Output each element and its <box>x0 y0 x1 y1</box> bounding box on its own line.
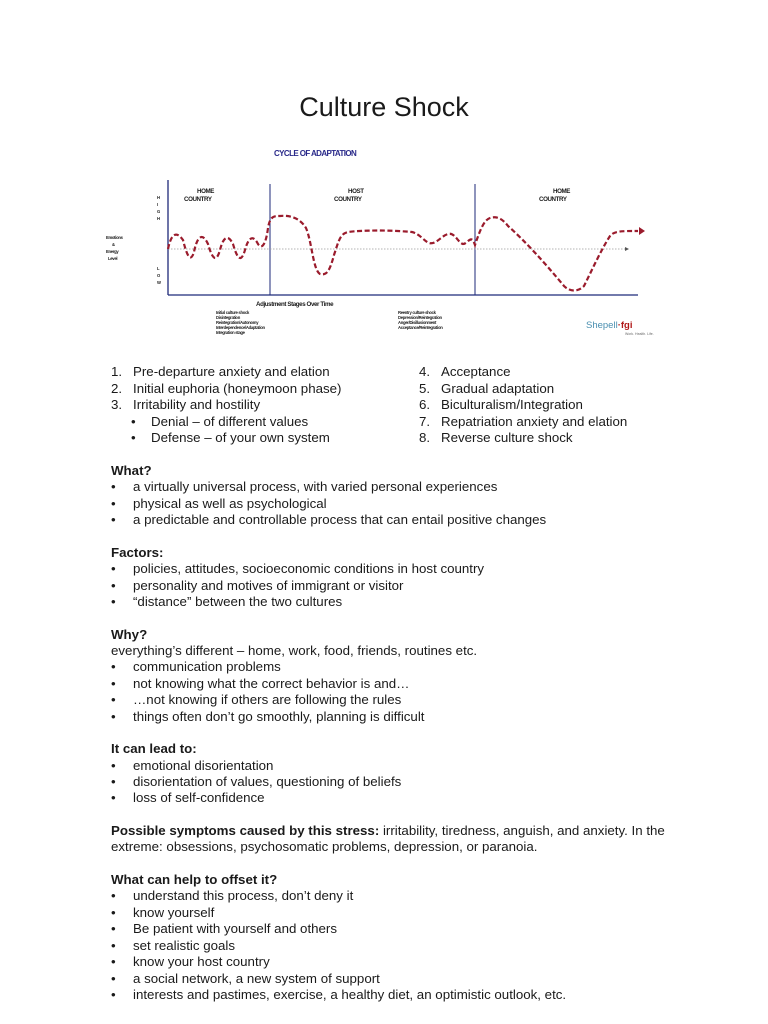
y-label-line: Emotions <box>106 235 123 240</box>
y-low-letter: O <box>157 273 160 278</box>
stage-number: 8. <box>419 430 431 445</box>
svg-text:Shepell·fgi <box>586 320 632 331</box>
list-item <box>111 987 681 1003</box>
y-low-letter: W <box>157 280 161 285</box>
stage-text: Gradual adaptation <box>441 380 555 396</box>
bullet: • <box>111 594 116 610</box>
symptoms-text: irritability, tiredness, anguish, and anxiety. In the extreme: obsessions, psychosomatic problems, depression, or paranoia. <box>111 823 665 855</box>
section-why <box>111 627 681 725</box>
list-item-text: “distance” between the two cultures <box>133 594 343 610</box>
legend-item: Acceptance/Reintegration <box>398 325 443 330</box>
phase-label-home-return <box>539 188 570 203</box>
adaptation-curve <box>168 216 638 291</box>
diagram-svg <box>98 140 658 350</box>
stage-sub-text: Denial – of different values <box>151 413 309 429</box>
stages-list-right <box>419 364 627 447</box>
bullet: • <box>111 937 116 953</box>
section-intro: everything’s different – home, work, food, friends, routines etc. <box>111 643 478 659</box>
list-item <box>111 692 681 708</box>
curve-arrowhead <box>639 227 645 235</box>
bullet: • <box>111 675 116 691</box>
legend-item: Interdependence/Adaptation <box>216 325 265 330</box>
list-item-text: a predictable and controllable process that can entail positive changes <box>133 512 547 528</box>
list-item <box>111 954 681 970</box>
section-symptoms <box>111 823 681 856</box>
list-item <box>111 578 681 594</box>
phase-label-line: HOME <box>553 188 570 195</box>
list-item-text: emotional disorientation <box>133 757 274 773</box>
symptoms-paragraph <box>111 823 681 856</box>
list-item <box>111 594 681 610</box>
section-help <box>111 872 681 1003</box>
bullet: • <box>111 757 116 773</box>
list-item-text: personality and motives of immigrant or visitor <box>133 577 404 593</box>
bullet: • <box>131 413 136 429</box>
stages-list-left <box>111 364 341 447</box>
list-item <box>111 888 681 904</box>
phase-label-home <box>184 188 214 203</box>
y-high-letter: H <box>157 195 160 200</box>
section-heading: It can lead to: <box>111 741 197 757</box>
stage-text: Reverse culture shock <box>441 430 573 445</box>
phase-label-host <box>334 188 364 203</box>
list-item <box>111 676 681 692</box>
stage-item <box>419 397 627 414</box>
list-item-text: interests and pastimes, exercise, a healthy diet, an optimistic outlook, etc. <box>133 986 567 1002</box>
legend-right <box>398 310 443 330</box>
page-title: Culture Shock <box>299 92 469 122</box>
list-item <box>111 709 681 725</box>
y-axis-low-letters <box>157 266 161 285</box>
stage-item <box>419 414 627 431</box>
list-item <box>111 905 681 921</box>
y-high-letter: I <box>157 202 158 207</box>
y-axis-label <box>106 235 124 261</box>
list-item <box>111 921 681 937</box>
legend-item: Integration stage <box>216 330 245 335</box>
list-item <box>111 758 681 774</box>
stage-item <box>419 430 627 447</box>
stage-text: Pre-departure anxiety and elation <box>133 364 330 379</box>
bullet: • <box>131 430 136 445</box>
bullet: • <box>111 659 116 675</box>
list-item-text: understand this process, don’t deny it <box>133 888 354 904</box>
stage-item <box>111 364 341 381</box>
list-item <box>111 479 681 495</box>
legend-item: Initial culture shock <box>216 310 250 315</box>
list-item <box>111 938 681 954</box>
legend-item: Depression/Reintegration <box>398 315 442 320</box>
y-high-letter: H <box>157 216 160 221</box>
list-item-text: communication problems <box>133 659 281 675</box>
stage-item <box>419 381 627 398</box>
shepell-fgi-logo <box>586 320 654 336</box>
bullet: • <box>111 970 116 986</box>
list-item-text: Be patient with yourself and others <box>133 921 338 937</box>
list-item <box>111 496 681 512</box>
y-low-letter: L <box>157 266 160 271</box>
stage-number: 7. <box>419 413 431 429</box>
x-axis-label: Adjustment Stages Over Time <box>256 301 334 308</box>
list-item-text: policies, attitudes, socioeconomic conditions in host country <box>133 561 485 577</box>
list-item-text: physical as well as psychological <box>133 495 327 511</box>
bullet: • <box>111 774 116 790</box>
legend-item: Reentry culture shock <box>398 310 436 315</box>
bullet: • <box>111 921 116 937</box>
logo-text-part2: ·fgi <box>617 320 633 331</box>
list-item <box>111 561 681 577</box>
document-body <box>111 463 681 1020</box>
list-item <box>111 774 681 790</box>
section-what <box>111 463 681 529</box>
bullet: • <box>111 512 116 528</box>
stage-number: 2. <box>111 380 123 396</box>
phase-label-line: COUNTRY <box>539 196 567 203</box>
stage-sub-text: Defense – of your own system <box>151 430 330 445</box>
list-item <box>111 971 681 987</box>
y-high-letter: G <box>157 209 160 214</box>
list-item-text: …not knowing if others are following the rules <box>133 692 402 708</box>
stage-number: 1. <box>111 364 123 379</box>
list-item <box>111 659 681 675</box>
logo-tagline: Work. Health. Life. <box>625 332 654 336</box>
y-label-line: & <box>112 242 115 247</box>
stage-text: Acceptance <box>441 364 511 379</box>
section-heading: Why? <box>111 626 148 642</box>
bullet: • <box>111 904 116 920</box>
list-item-text: disorientation of values, questioning of beliefs <box>133 774 402 790</box>
stage-text: Irritability and hostility <box>133 397 261 412</box>
list-item-text: set realistic goals <box>133 937 235 953</box>
list-item-text: not knowing what the correct behavior is and… <box>133 675 410 691</box>
bullet: • <box>111 790 116 806</box>
bullet: • <box>111 954 116 970</box>
list-item-text: things often don’t go smoothly, planning is difficult <box>133 708 425 724</box>
phase-label-line: COUNTRY <box>184 196 212 203</box>
stage-text: Biculturalism/Integration <box>441 397 583 412</box>
baseline-arrowhead <box>625 247 629 251</box>
symptoms-label: Possible symptoms caused by this stress: <box>111 823 380 839</box>
phase-label-line: HOST <box>348 188 364 195</box>
bullet: • <box>111 888 116 904</box>
stage-item <box>111 381 341 398</box>
legend-left <box>216 310 265 335</box>
section-heading: What can help to offset it? <box>111 872 278 888</box>
list-item-text: a social network, a new system of support <box>133 970 380 986</box>
y-label-line: Level <box>108 256 118 261</box>
cycle-of-adaptation-diagram <box>98 140 658 350</box>
legend-item: Anger/Disillusionment <box>398 320 437 325</box>
stage-number: 5. <box>419 380 431 396</box>
bullet: • <box>111 986 116 1002</box>
stage-sub-item <box>111 430 341 447</box>
list-item-text: a virtually universal process, with varied personal experiences <box>133 479 498 495</box>
y-axis-high-letters <box>157 195 160 221</box>
bullet: • <box>111 495 116 511</box>
phase-label-line: HOME <box>197 188 214 195</box>
stage-text: Repatriation anxiety and elation <box>441 413 628 429</box>
stage-text: Initial euphoria (honeymoon phase) <box>133 380 342 396</box>
list-item-text: loss of self-confidence <box>133 790 265 806</box>
legend-item: Disintegration <box>216 315 240 320</box>
list-item <box>111 512 681 528</box>
bullet: • <box>111 708 116 724</box>
bullet: • <box>111 577 116 593</box>
list-item-text: know yourself <box>133 904 215 920</box>
list-item-text: know your host country <box>133 954 270 970</box>
stage-number: 4. <box>419 364 431 379</box>
stage-sub-item <box>111 414 341 431</box>
y-label-line: Energy <box>106 249 119 254</box>
logo-text-part1: Shepell <box>586 320 618 331</box>
list-item <box>111 790 681 806</box>
legend-item: Reintegration/Autonomy <box>216 320 259 325</box>
section-heading: What? <box>111 463 152 478</box>
stage-item <box>419 364 627 381</box>
bullet: • <box>111 692 116 708</box>
phase-label-line: COUNTRY <box>334 196 362 203</box>
section-factors <box>111 545 681 611</box>
bullet: • <box>111 561 116 577</box>
stage-number: 3. <box>111 397 123 412</box>
section-leads-to <box>111 741 681 807</box>
stage-item <box>111 397 341 414</box>
section-heading: Factors: <box>111 544 164 560</box>
diagram-title: CYCLE OF ADAPTATION <box>274 149 357 158</box>
bullet: • <box>111 479 116 495</box>
stage-number: 6. <box>419 397 431 412</box>
